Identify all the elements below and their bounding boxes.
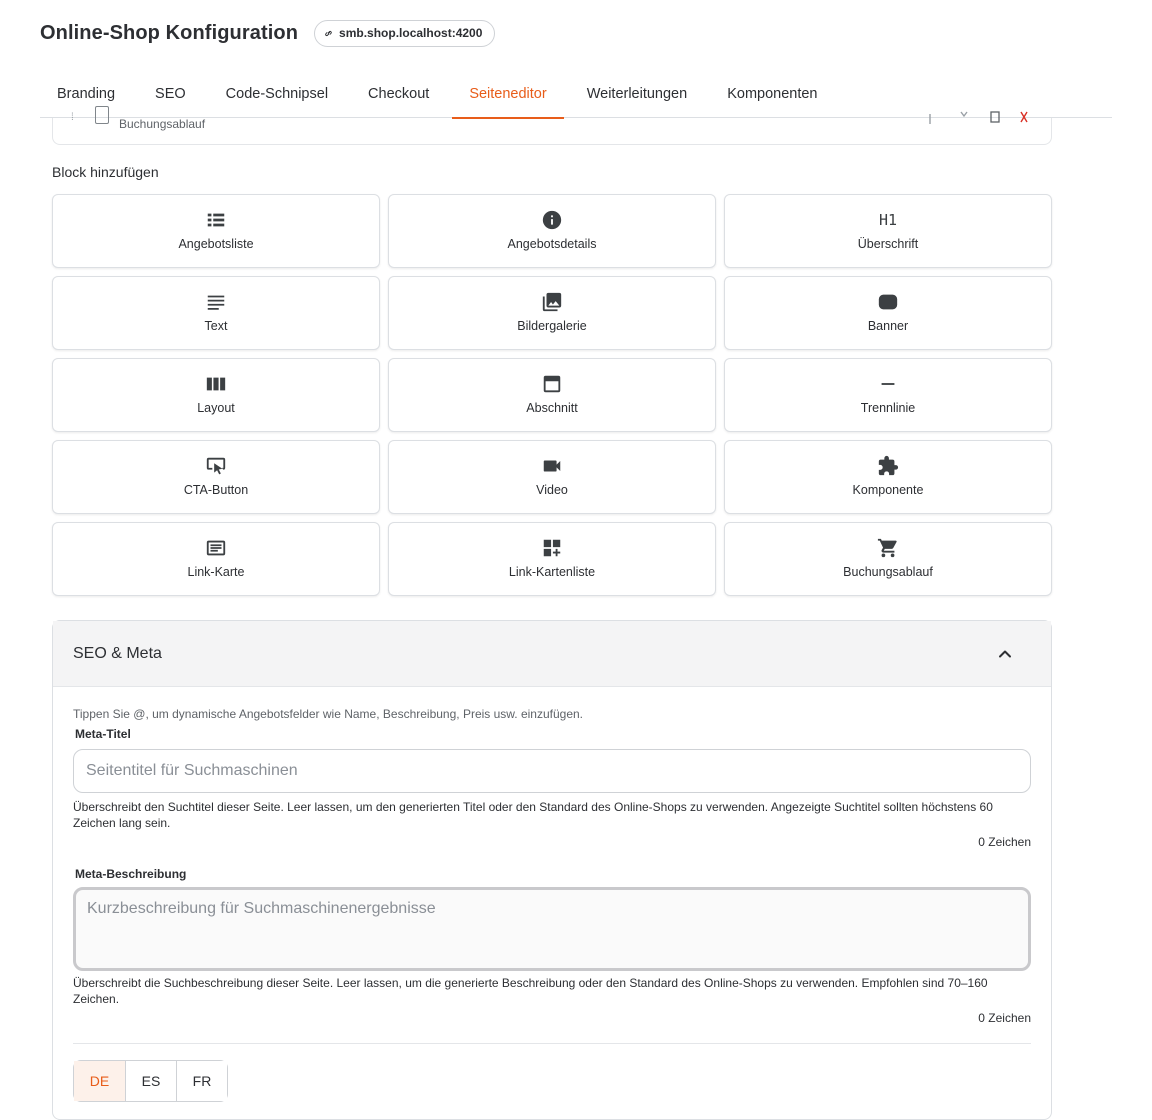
block-label: Bildergalerie [517,319,587,333]
duplicate-icon[interactable] [990,110,1000,124]
config-tabs [40,70,1112,118]
text-lines-icon [205,291,227,313]
block-label: Überschrift [857,237,919,251]
language-switcher [73,1060,228,1102]
move-down-icon[interactable] [959,110,969,124]
tab-seo[interactable]: SEO [155,86,186,102]
puzzle-icon [877,455,899,477]
add-block-link-kartenliste[interactable] [388,522,716,596]
add-block-komponente[interactable] [724,440,1052,514]
meta-description-help: Überschreibt die Suchbeschreibung dieser Seite. Leer lassen, um die generierte Beschreibung oder den Standard des Online-Shops zu verwenden. Empfohlen sind 70–160 Zeichen. [73,976,988,1006]
add-block-grid [52,194,1052,596]
link-icon [323,28,334,39]
shopping-cart-icon [877,537,899,559]
add-block-text[interactable] [52,276,380,350]
block-label: Komponente [852,483,924,497]
add-block-link-karte[interactable] [52,522,380,596]
block-label: Abschnitt [526,401,578,415]
add-block-bildergalerie[interactable] [388,276,716,350]
photo-library-icon [541,291,563,313]
tab-seiteneditor[interactable]: Seiteneditor [452,70,563,118]
block-label: Angebotsdetails [507,237,597,251]
add-block-heading: Block hinzufügen [52,164,159,180]
block-type-icon [95,106,109,124]
section-icon [541,373,563,395]
language-fr-button[interactable]: FR [176,1061,227,1101]
videocam-icon [541,455,563,477]
h1-glyph: H1 [878,211,898,229]
chevron-up-icon[interactable] [995,644,1015,664]
card-text-icon [205,537,227,559]
move-up-icon[interactable] [925,110,935,124]
add-block-abschnitt[interactable] [388,358,716,432]
heading-h1-icon [877,209,899,231]
seo-meta-header[interactable] [53,621,1051,687]
add-block-angebotsliste[interactable] [52,194,380,268]
language-de-button[interactable]: DE [74,1061,125,1101]
add-block-banner[interactable] [724,276,1052,350]
list-icon [205,209,227,231]
block-label: Angebotsliste [178,237,254,251]
banner-icon [877,291,899,313]
page-title: Online-Shop Konfiguration [40,21,299,44]
tab-checkout[interactable]: Checkout [368,86,430,102]
meta-title-input[interactable] [73,749,1031,793]
divider-line-icon [877,373,899,395]
columns-icon [205,373,227,395]
block-label: Trennlinie [860,401,916,415]
tab-weiterleitungen[interactable]: Weiterleitungen [586,86,688,102]
meta-title-char-count: 0 Zeichen [978,835,1031,849]
block-label: Link-Kartenliste [508,565,596,579]
domain-chip[interactable] [314,20,495,47]
block-label: CTA-Button [183,483,249,497]
page-header [40,18,495,48]
meta-description-char-count: 0 Zeichen [978,1011,1031,1025]
drag-handle-icon[interactable]: ⁞ [71,112,74,123]
meta-title-help: Überschreibt den Suchtitel dieser Seite. Leer lassen, um den generierten Titel oder den Standard des Online-Shops zu verwenden. Angezeigte Suchtitel sollten höchstens 60 Zeichen lang sein. [73,800,993,830]
add-block-ueberschrift[interactable] [724,194,1052,268]
add-block-layout[interactable] [52,358,380,432]
seo-meta-panel [52,620,1052,1120]
language-es-button[interactable]: ES [125,1061,176,1101]
block-label: Layout [197,401,235,415]
add-block-video[interactable] [388,440,716,514]
block-label: Buchungsablauf [843,565,933,579]
block-label: Video [536,483,568,497]
add-block-trennlinie[interactable] [724,358,1052,432]
dynamic-fields-hint: Tippen Sie @, um dynamische Angebotsfelder wie Name, Beschreibung, Preis usw. einzufügen. [73,707,584,721]
seo-meta-title: SEO & Meta [73,644,162,662]
tab-code-schnipsel[interactable]: Code-Schnipsel [225,86,329,102]
domain-label: smb.shop.localhost:4200 [339,26,483,40]
add-block-buchungsablauf[interactable] [724,522,1052,596]
delete-icon[interactable] [1019,110,1029,124]
block-label: Link-Karte [187,565,245,579]
meta-description-textarea[interactable] [73,887,1031,971]
info-icon [541,209,563,231]
block-label: Banner [867,319,909,333]
add-block-cta-button[interactable] [52,440,380,514]
tab-branding[interactable]: Branding [57,86,116,102]
grid-add-icon [541,537,563,559]
cursor-click-icon [205,455,227,477]
existing-block-label: Buchungsablauf [119,117,206,131]
seo-divider [73,1043,1031,1044]
tab-komponenten[interactable]: Komponenten [727,86,818,102]
block-label: Text [204,319,228,333]
meta-title-label: Meta-Titel [75,727,131,741]
add-block-angebotsdetails[interactable] [388,194,716,268]
existing-block-row[interactable] [52,112,1052,145]
meta-description-label: Meta-Beschreibung [75,867,187,881]
